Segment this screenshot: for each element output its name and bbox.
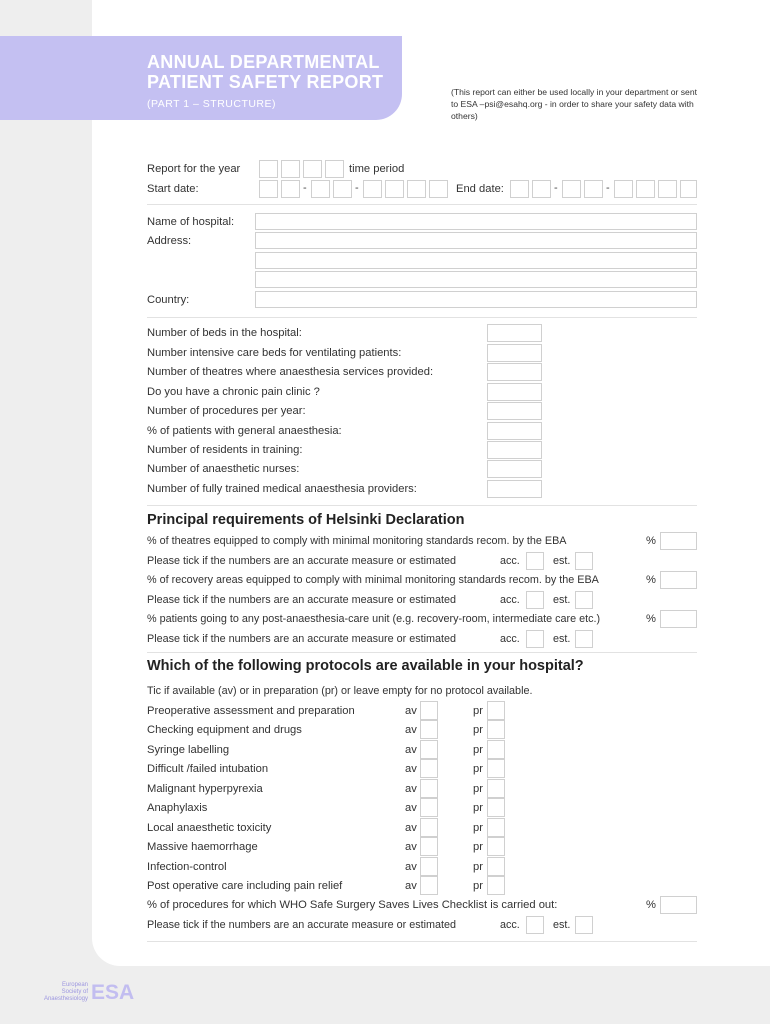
stat-label: Number of anaesthetic nurses: [147, 463, 300, 475]
start-year-4[interactable] [429, 180, 448, 198]
time-period-label: time period [349, 163, 405, 175]
report-subtitle: (PART 1 – STRUCTURE) [147, 98, 277, 110]
protocol-label: Local anaesthetic toxicity [147, 822, 272, 834]
av-checkbox[interactable] [420, 720, 438, 739]
acc-checkbox[interactable] [526, 630, 544, 648]
av-label: av [405, 783, 417, 795]
pr-checkbox[interactable] [487, 779, 505, 798]
av-label: av [405, 841, 417, 853]
year-digit-3[interactable] [303, 160, 322, 178]
pr-checkbox[interactable] [487, 876, 505, 895]
pr-label: pr [473, 880, 483, 892]
est-label: est. [553, 555, 571, 567]
stat-label: Number intensive care beds for ventilating patients: [147, 347, 402, 359]
av-checkbox[interactable] [420, 779, 438, 798]
est-label: est. [553, 594, 571, 606]
est-label: est. [553, 919, 571, 931]
protocols-instruction: Tic if available (av) or in preparation (pr) or leave empty for no protocol available. [147, 685, 533, 697]
end-day-2[interactable] [532, 180, 551, 198]
stat-field[interactable] [487, 480, 542, 498]
av-checkbox[interactable] [420, 798, 438, 817]
stat-field[interactable] [487, 344, 542, 362]
av-label: av [405, 802, 417, 814]
pr-checkbox[interactable] [487, 701, 505, 720]
pr-label: pr [473, 705, 483, 717]
tick-instruction: Please tick if the numbers are an accurate measure or estimated [147, 633, 457, 645]
acc-label: acc. [500, 555, 520, 567]
av-label: av [405, 744, 417, 756]
pr-checkbox[interactable] [487, 720, 505, 739]
protocol-label: Post operative care including pain relief [147, 880, 343, 892]
end-month-2[interactable] [584, 180, 603, 198]
protocol-label: Anaphylaxis [147, 802, 208, 814]
end-date-separator: - [554, 182, 558, 194]
pr-checkbox[interactable] [487, 740, 505, 759]
end-day-1[interactable] [510, 180, 529, 198]
pr-label: pr [473, 724, 483, 736]
start-day-2[interactable] [281, 180, 300, 198]
est-checkbox[interactable] [575, 591, 593, 609]
av-checkbox[interactable] [420, 701, 438, 720]
stat-field[interactable] [487, 422, 542, 440]
who-checklist-label: % of procedures for which WHO Safe Surgery Saves Lives Checklist is carried out: [147, 899, 558, 911]
year-digit-4[interactable] [325, 160, 344, 178]
stat-field[interactable] [487, 460, 542, 478]
acc-checkbox[interactable] [526, 552, 544, 570]
start-date-label: Start date: [147, 183, 199, 195]
pr-checkbox[interactable] [487, 759, 505, 778]
protocol-label: Syringe labelling [147, 744, 230, 756]
protocol-label: Difficult /failed intubation [147, 763, 269, 775]
av-checkbox[interactable] [420, 818, 438, 837]
protocol-label: Infection-control [147, 861, 227, 873]
helsinki-question: % patients going to any post-anaesthesia-care unit (e.g. recovery-room, intermediate care etc.) [147, 613, 601, 625]
end-year-1[interactable] [614, 180, 633, 198]
helsinki-heading: Principal requirements of Helsinki Declaration [147, 512, 465, 528]
stat-label: Do you have a chronic pain clinic ? [147, 386, 320, 398]
divider [147, 652, 697, 653]
org-line-1: European [61, 982, 88, 988]
stat-field[interactable] [487, 402, 542, 420]
start-month-2[interactable] [333, 180, 352, 198]
tick-instruction: Please tick if the numbers are an accurate measure or estimated [147, 594, 457, 606]
usage-note: (This report can either be used locally in your department or sent to ESA –psi@esahq.org - in order to share your safety data with others) [451, 87, 698, 121]
pr-checkbox[interactable] [487, 837, 505, 856]
av-label: av [405, 705, 417, 717]
address-field-3[interactable] [255, 271, 697, 288]
pr-label: pr [473, 841, 483, 853]
pacu-percent-field[interactable] [660, 610, 697, 628]
av-label: av [405, 880, 417, 892]
year-digit-2[interactable] [281, 160, 300, 178]
stat-field[interactable] [487, 324, 542, 342]
protocol-label: Checking equipment and drugs [147, 724, 302, 736]
address-field-2[interactable] [255, 252, 697, 269]
end-month-1[interactable] [562, 180, 581, 198]
country-label: Country: [147, 294, 190, 306]
stat-label: Number of beds in the hospital: [147, 327, 302, 339]
recovery-percent-field[interactable] [660, 571, 697, 589]
pr-checkbox[interactable] [487, 857, 505, 876]
start-month-1[interactable] [311, 180, 330, 198]
av-checkbox[interactable] [420, 837, 438, 856]
esa-org-name [34, 982, 88, 1003]
pr-label: pr [473, 744, 483, 756]
av-label: av [405, 763, 417, 775]
start-day-1[interactable] [259, 180, 278, 198]
report-year-label: Report for the year [147, 163, 241, 175]
protocol-label: Preoperative assessment and preparation [147, 705, 355, 717]
percent-unit: % [646, 613, 656, 625]
pr-label: pr [473, 802, 483, 814]
address-field-1[interactable] [255, 232, 697, 249]
divider [147, 317, 697, 318]
divider [147, 204, 697, 205]
stat-field[interactable] [487, 383, 542, 401]
start-date-separator: - [303, 182, 307, 194]
acc-label: acc. [500, 594, 520, 606]
percent-unit: % [646, 574, 656, 586]
protocol-label: Malignant hyperpyrexia [147, 783, 263, 795]
stat-field[interactable] [487, 441, 542, 459]
av-label: av [405, 822, 417, 834]
start-year-1[interactable] [363, 180, 382, 198]
est-checkbox[interactable] [575, 552, 593, 570]
av-checkbox[interactable] [420, 759, 438, 778]
divider [147, 505, 697, 506]
acc-label: acc. [500, 919, 520, 931]
end-year-3[interactable] [658, 180, 677, 198]
acc-checkbox[interactable] [526, 591, 544, 609]
pr-label: pr [473, 822, 483, 834]
stat-label: % of patients with general anaesthesia: [147, 425, 342, 437]
end-date-label: End date: [456, 183, 504, 195]
start-year-2[interactable] [385, 180, 404, 198]
av-checkbox[interactable] [420, 876, 438, 895]
end-year-2[interactable] [636, 180, 655, 198]
report-title [147, 52, 383, 92]
stat-field[interactable] [487, 363, 542, 381]
pr-checkbox[interactable] [487, 818, 505, 837]
stat-label: Number of residents in training: [147, 444, 303, 456]
stat-label: Number of theatres where anaesthesia services provided: [147, 366, 434, 378]
tick-instruction: Please tick if the numbers are an accurate measure or estimated [147, 919, 457, 931]
hospital-name-field[interactable] [255, 213, 697, 230]
title-line-2: PATIENT SAFETY REPORT [147, 72, 384, 92]
acc-checkbox[interactable] [526, 916, 544, 934]
tick-instruction: Please tick if the numbers are an accurate measure or estimated [147, 555, 457, 567]
est-checkbox[interactable] [575, 630, 593, 648]
helsinki-question: % of theatres equipped to comply with minimal monitoring standards recom. by the EBA [147, 535, 567, 547]
av-checkbox[interactable] [420, 857, 438, 876]
theatres-percent-field[interactable] [660, 532, 697, 550]
address-label: Address: [147, 235, 192, 247]
percent-unit: % [646, 535, 656, 547]
av-label: av [405, 724, 417, 736]
country-field[interactable] [255, 291, 697, 308]
hospital-name-label: Name of hospital: [147, 216, 235, 228]
av-checkbox[interactable] [420, 740, 438, 759]
divider [147, 941, 697, 942]
percent-unit: % [646, 899, 656, 911]
start-year-3[interactable] [407, 180, 426, 198]
est-label: est. [553, 633, 571, 645]
helsinki-question: % of recovery areas equipped to comply with minimal monitoring standards recom. by the EBA [147, 574, 599, 586]
stat-label: Number of procedures per year: [147, 405, 306, 417]
esa-logo: ESA [91, 981, 135, 1004]
pr-checkbox[interactable] [487, 798, 505, 817]
start-date-separator: - [355, 182, 359, 194]
year-digit-1[interactable] [259, 160, 278, 178]
pr-label: pr [473, 763, 483, 775]
acc-label: acc. [500, 633, 520, 645]
est-checkbox[interactable] [575, 916, 593, 934]
protocols-heading: Which of the following protocols are available in your hospital? [147, 658, 584, 674]
end-year-4[interactable] [680, 180, 697, 198]
av-label: av [405, 861, 417, 873]
org-line-3: Anaesthesiology [43, 996, 88, 1002]
pr-label: pr [473, 783, 483, 795]
org-line-2: Society of [61, 989, 88, 995]
end-date-separator: - [606, 182, 610, 194]
who-percent-field[interactable] [660, 896, 697, 914]
pr-label: pr [473, 861, 483, 873]
protocol-label: Massive haemorrhage [147, 841, 258, 853]
title-line-1: ANNUAL DEPARTMENTAL [147, 52, 380, 72]
stat-label: Number of fully trained medical anaesthesia providers: [147, 483, 417, 495]
